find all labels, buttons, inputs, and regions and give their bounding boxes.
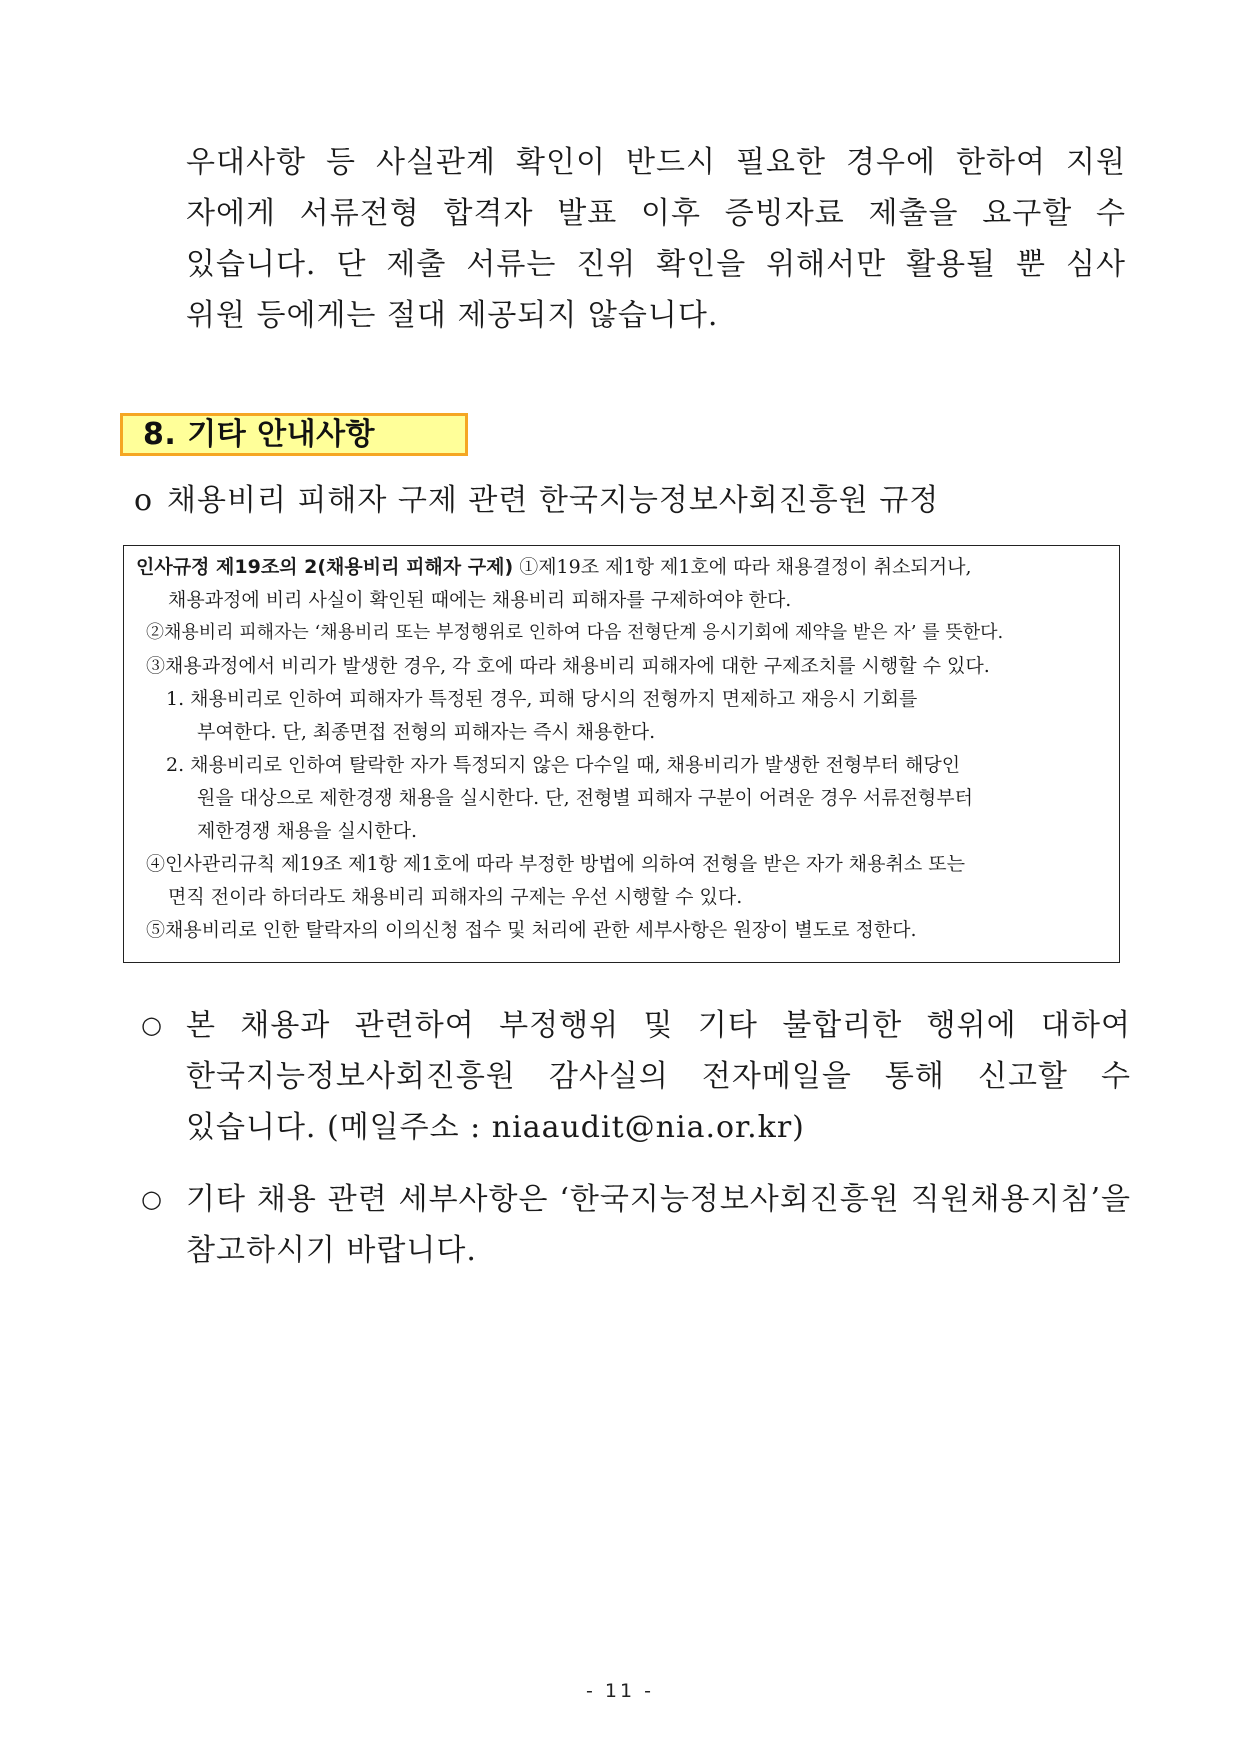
intro-paragraph — [186, 137, 1126, 341]
regulation-line: 원을 대상으로 제한경쟁 채용을 실시한다. 단, 전형별 피해자 구분이 어려운 경우 서류전형부터 — [197, 787, 973, 809]
bullet-line: 한국지능정보사회진흥원 감사실의 전자메일을 통해 신고할 수 — [186, 1059, 1131, 1094]
intro-line: 위원 등에게는 절대 제공되지 않습니다. — [186, 298, 719, 333]
bullet-text — [186, 1174, 1131, 1276]
regulation-line: 제한경쟁 채용을 실시한다. — [197, 820, 418, 842]
bullet-mark: ○ — [141, 1185, 163, 1213]
regulation-line: ④인사관리규칙 제19조 제1항 제1호에 따라 부정한 방법에 의하여 전형을 받은 자가 채용취소 또는 — [146, 853, 965, 875]
regulation-line: 2. 채용비리로 인하여 탈락한 자가 특정되지 않은 다수일 때, 채용비리가 발생한 전형부터 해당인 — [166, 754, 961, 776]
intro-line: 있습니다. 단 제출 서류는 진위 확인을 위해서만 활용될 뿐 심사 — [186, 247, 1126, 282]
regulation-line: 부여한다. 단, 최종면접 전형의 피해자는 즉시 채용한다. — [197, 721, 656, 743]
regulation-line: 면직 전이라 하더라도 채용비리 피해자의 구제는 우선 시행할 수 있다. — [168, 886, 743, 908]
regulation-line — [136, 555, 972, 579]
section-heading: 8. 기타 안내사항 — [120, 413, 468, 456]
page-number: - 11 - — [586, 1680, 654, 1702]
regulation-line: ⑤채용비리로 인한 탈락자의 이의신청 접수 및 처리에 관한 세부사항은 원장이 별도로 정한다. — [146, 919, 917, 941]
bullet-mark: o — [134, 483, 154, 518]
regulation-text: ①제19조 제1항 제1호에 따라 채용결정이 취소되거나, — [519, 556, 972, 578]
bullet-line: 기타 채용 관련 세부사항은 ‘한국지능정보사회진흥원 직원채용지침’을 — [186, 1182, 1131, 1217]
bullet-text — [186, 1000, 1131, 1153]
regulation-box — [123, 545, 1120, 963]
regulation-line: ③채용과정에서 비리가 발생한 경우, 각 호에 따라 채용비리 피해자에 대한 구제조치를 시행할 수 있다. — [146, 655, 990, 677]
regulation-line: ②채용비리 피해자는 ‘채용비리 또는 부정행위로 인하여 다음 전형단계 응시기회에 제약을 받은 자’ 를 뜻한다. — [146, 622, 1004, 643]
regulation-line: 채용과정에 비리 사실이 확인된 때에는 채용비리 피해자를 구제하여야 한다. — [168, 589, 792, 611]
bullet-mark: ○ — [141, 1011, 163, 1039]
regulation-title: 인사규정 제19조의 2(채용비리 피해자 구제) — [136, 556, 514, 578]
bullet-text: 채용비리 피해자 구제 관련 한국지능정보사회진흥원 규정 — [167, 483, 940, 518]
bullet-line: 참고하시기 바랍니다. — [186, 1233, 477, 1268]
bullet-line: 본 채용과 관련하여 부정행위 및 기타 불합리한 행위에 대하여 — [186, 1008, 1131, 1043]
intro-line: 우대사항 등 사실관계 확인이 반드시 필요한 경우에 한하여 지원 — [186, 145, 1126, 180]
regulation-line: 1. 채용비리로 인하여 피해자가 특정된 경우, 피해 당시의 전형까지 면제하고 재응시 기회를 — [166, 688, 918, 710]
intro-line: 자에게 서류전형 합격자 발표 이후 증빙자료 제출을 요구할 수 — [186, 196, 1126, 231]
bullet-line: 있습니다. (메일주소 : niaaudit@nia.or.kr) — [186, 1110, 805, 1145]
